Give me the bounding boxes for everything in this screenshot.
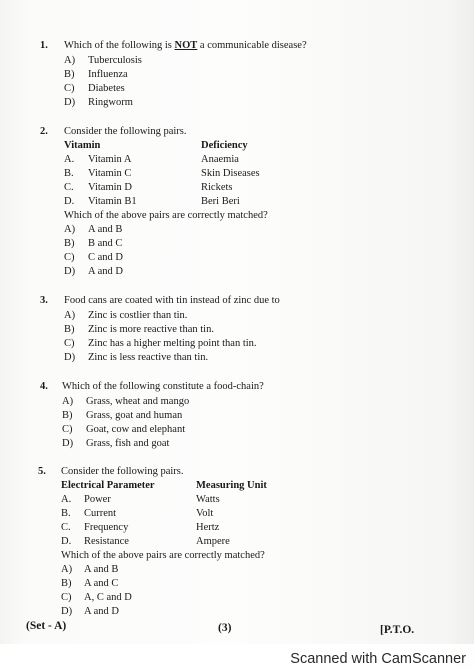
stem-emphasis: NOT: [174, 40, 198, 51]
option-text: Goat, cow and elephant: [86, 424, 186, 435]
column-header: Measuring Unit: [196, 480, 267, 491]
option-text: A and C: [84, 578, 119, 589]
pair-right: Ampere: [196, 536, 230, 547]
pair-right: Hertz: [196, 522, 220, 533]
option-text: Diabetes: [88, 83, 125, 94]
option-label: C): [61, 592, 72, 603]
option-label: B): [62, 410, 73, 421]
option-text: C and D: [88, 252, 123, 263]
pair-left: Current: [84, 508, 117, 519]
pair-label: C.: [64, 182, 74, 193]
option-text: Grass, wheat and mango: [86, 396, 190, 407]
option-text: Zinc is less reactive than tin.: [88, 352, 209, 363]
option-label: D): [64, 97, 76, 108]
question-number: 3.: [40, 295, 48, 306]
option-label: D): [64, 352, 76, 363]
scanner-watermark: [0, 644, 474, 670]
option-text: Zinc is more reactive than tin.: [88, 324, 214, 335]
pair-label: D.: [61, 536, 72, 547]
question-stem: [64, 40, 307, 52]
column-header: Electrical Parameter: [61, 480, 155, 491]
pair-right: Skin Diseases: [201, 168, 260, 179]
question-ask: Which of the above pairs are correctly matched?: [64, 210, 268, 221]
option-text: A and B: [84, 564, 119, 575]
pair-label: C.: [61, 522, 71, 533]
question-number: 1.: [40, 40, 48, 51]
pair-label: B.: [61, 508, 71, 519]
option-label: B): [64, 69, 75, 80]
option-label: D): [62, 438, 74, 449]
pair-right: Watts: [196, 494, 220, 505]
stem-part: a communicable disease?: [197, 40, 307, 51]
question-stem: Consider the following pairs.: [64, 126, 187, 137]
question-number: 5.: [38, 466, 46, 477]
pair-label: D.: [64, 196, 75, 207]
option-text: A and D: [88, 266, 123, 277]
option-label: A): [64, 224, 76, 235]
option-label: B): [61, 578, 72, 589]
pair-left: Vitamin A: [88, 154, 132, 165]
pair-left: Power: [84, 494, 111, 505]
option-label: A): [64, 310, 76, 321]
pair-left: Vitamin C: [88, 168, 132, 179]
question-ask: Which of the above pairs are correctly matched?: [61, 550, 265, 561]
option-text: Grass, fish and goat: [86, 438, 170, 449]
question-number: 2.: [40, 126, 48, 137]
option-label: B): [64, 238, 75, 249]
option-text: Grass, goat and human: [86, 410, 183, 421]
question-stem: Food cans are coated with tin instead of zinc due to: [64, 295, 280, 306]
column-header: Deficiency: [201, 140, 248, 151]
option-text: Ringworm: [88, 97, 133, 108]
option-label: D): [61, 606, 73, 617]
pair-left: Resistance: [84, 536, 129, 547]
option-text: A and B: [88, 224, 123, 235]
option-label: C): [62, 424, 73, 435]
option-text: A, C and D: [84, 592, 132, 603]
option-text: Zinc has a higher melting point than tin.: [88, 338, 257, 349]
pair-label: B.: [64, 168, 74, 179]
option-label: A): [61, 564, 73, 575]
question-number: 4.: [40, 381, 48, 392]
option-label: A): [64, 55, 76, 66]
option-text: B and C: [88, 238, 123, 249]
set-label: (Set - A): [26, 620, 67, 632]
watermark-text: Scanned with CamScanner: [290, 651, 466, 667]
option-label: A): [62, 396, 74, 407]
pair-right: Anaemia: [201, 154, 239, 165]
option-label: D): [64, 266, 76, 277]
pair-left: Vitamin B1: [88, 196, 137, 207]
page-number: (3): [218, 622, 232, 634]
pair-label: A.: [64, 154, 75, 165]
option-label: C): [64, 338, 75, 349]
pair-left: Frequency: [84, 522, 129, 533]
option-text: A and D: [84, 606, 119, 617]
option-label: C): [64, 252, 75, 263]
pair-right: Beri Beri: [201, 196, 240, 207]
pto-label: [P.T.O.: [380, 624, 415, 636]
option-text: Influenza: [88, 69, 128, 80]
question-stem: Consider the following pairs.: [61, 466, 184, 477]
pair-right: Volt: [196, 508, 214, 519]
option-label: C): [64, 83, 75, 94]
option-label: B): [64, 324, 75, 335]
question-stem: Which of the following constitute a food-chain?: [62, 381, 264, 392]
option-text: Tuberculosis: [88, 55, 142, 66]
option-text: Zinc is costlier than tin.: [88, 310, 188, 321]
pair-right: Rickets: [201, 182, 233, 193]
pair-label: A.: [61, 494, 72, 505]
pair-left: Vitamin D: [88, 182, 132, 193]
column-header: Vitamin: [64, 140, 101, 151]
stem-part: Which of the following is: [64, 40, 175, 51]
